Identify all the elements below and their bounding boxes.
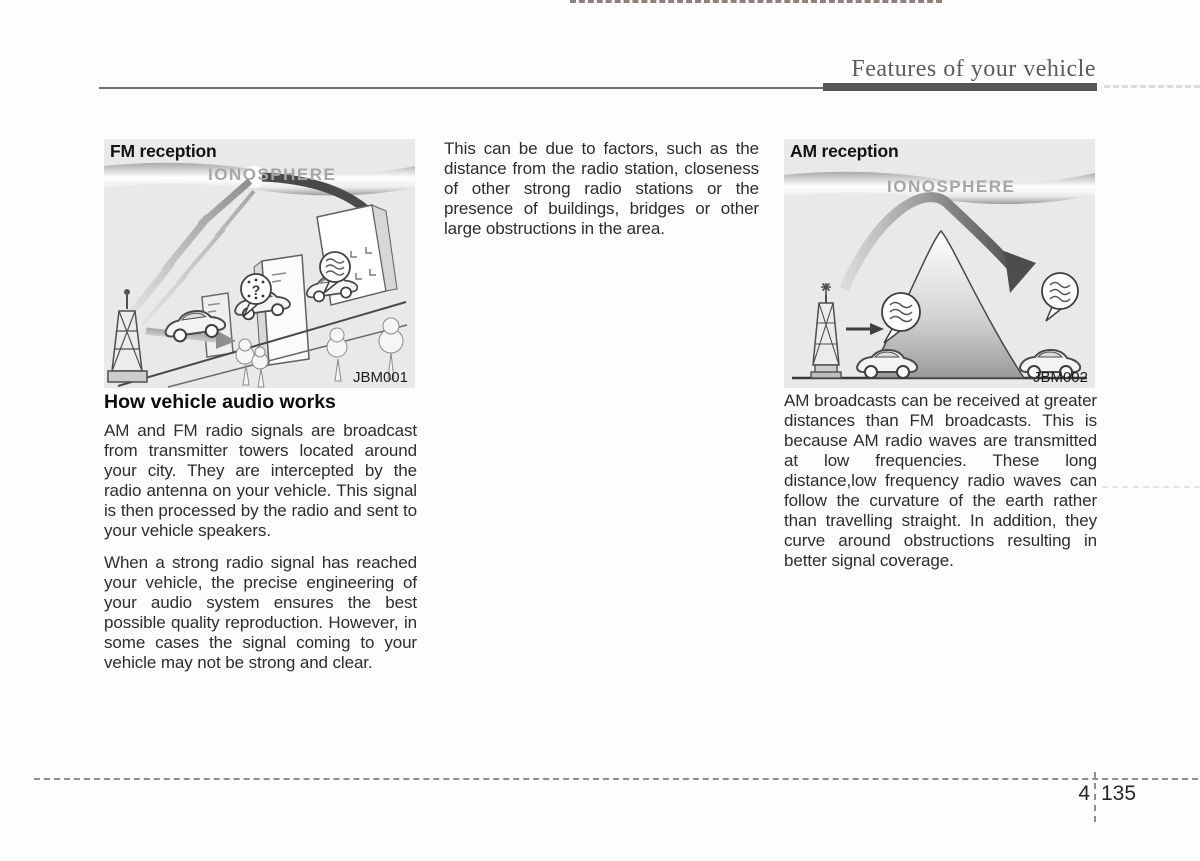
transmitter-tower-icon	[811, 283, 841, 378]
chapter-number: 4	[1078, 782, 1090, 805]
right-crop-mark	[1102, 486, 1200, 488]
header-rule	[99, 87, 823, 89]
signal-beam-icon	[130, 181, 250, 315]
paragraph: This can be due to factors, such as the distance from the radio station, closeness of other strong radio stations or the presence of buildings, bridges or other large obstructions in the area.	[444, 139, 759, 238]
paragraph: When a strong radio signal has reached your vehicle, the precise engineering of your audio system ensures the best possible quality reproduction. However, in some cases the signal coming to your vehicle may not be strong and clear.	[104, 553, 417, 672]
section-heading: How vehicle audio works	[104, 391, 336, 413]
am-ionosphere-label: IONOSPHERE	[887, 177, 1016, 196]
left-column-text	[104, 421, 417, 673]
fm-ionosphere-label: IONOSPHERE	[208, 165, 337, 184]
svg-text:?: ?	[251, 282, 261, 298]
paragraph: AM broadcasts can be received at greater distances than FM broadcasts. This is because AM radio waves are transmitted at low frequencies. These long distance,low frequency radio waves can follow the curvature of the earth rather than travelling straight. In addition, they curve around obstructions resulting in better signal coverage.	[784, 391, 1097, 570]
top-crop-mark	[570, 0, 942, 3]
page-number-divider	[1094, 772, 1096, 822]
figure-am-reception	[784, 139, 1095, 388]
paragraph: AM and FM radio signals are broadcast from transmitter towers located around your city. They are intercepted by the radio antenna on your vehicle. This signal is then processed by the radio and sent to your vehicle speakers.	[104, 421, 417, 540]
page-title: Features of your vehicle	[851, 56, 1096, 82]
am-figure-code: JBM002	[1032, 369, 1088, 386]
fm-figure-title: FM reception	[110, 141, 217, 161]
buildings	[202, 205, 397, 369]
bottom-crop-mark	[34, 778, 1198, 780]
header-rule-dashed-tail	[1104, 85, 1200, 88]
arrowhead-icon	[1004, 251, 1036, 293]
header-bar	[823, 83, 1097, 91]
page-number: 135	[1101, 782, 1137, 805]
am-figure-title: AM reception	[790, 141, 899, 161]
figure-fm-reception	[104, 139, 415, 388]
right-column-text	[784, 391, 1097, 571]
music-bubble-icon	[1042, 273, 1078, 321]
arrowhead-icon	[870, 323, 884, 335]
middle-column-text	[444, 139, 759, 239]
fm-figure-code: JBM001	[352, 369, 408, 386]
